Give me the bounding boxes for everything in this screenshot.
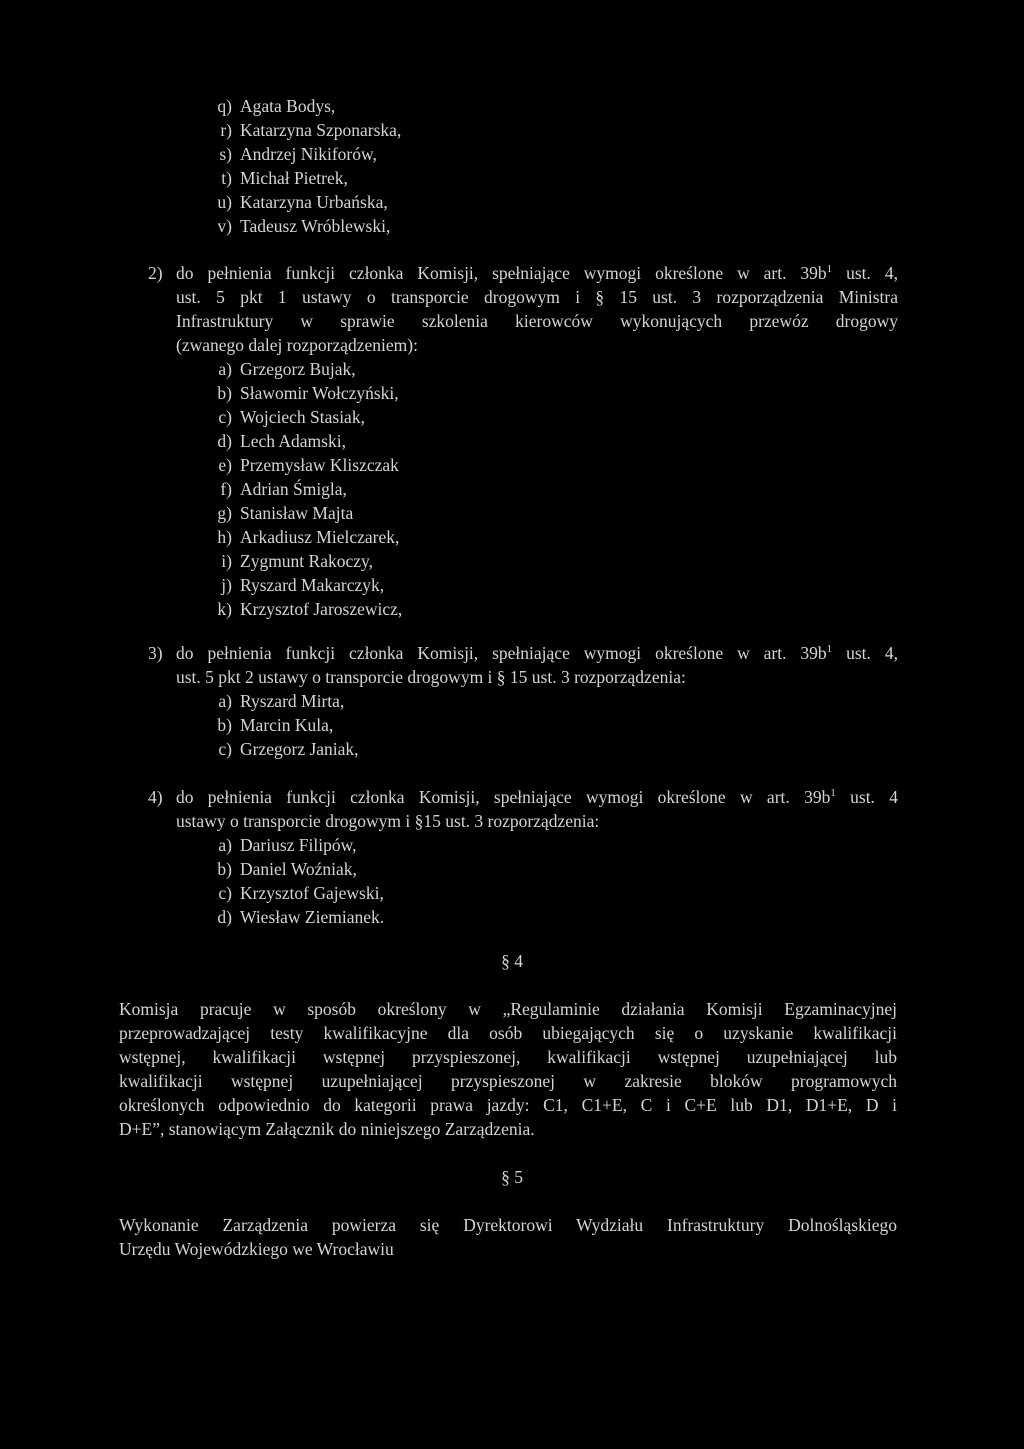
paragraph-line: przeprowadzającej testy kwalifikacyjne dla osób ubiegających się o uzyskanie kwalifikacji [119,1023,897,1043]
list-item-name: Arkadiusz Mielczarek, [240,527,400,547]
paragraph-line: Urzędu Wojewódzkiego we Wrocławiu [119,1239,394,1259]
item-text [176,641,898,689]
list-item-marker: d) [217,431,232,451]
list-item-name: Dariusz Filipów, [240,835,357,855]
list-item [206,94,401,118]
numbered-item-3 [148,641,898,689]
member-list-item-2 [206,357,402,621]
member-list-continued [206,94,401,238]
item-marker: 2) [148,263,163,283]
list-item-marker: a) [218,835,232,855]
list-item-name: Krzysztof Jaroszewicz, [240,599,403,619]
list-item-marker: s) [219,144,232,164]
numbered-item-2 [148,261,898,357]
list-item-name: Michał Pietrek, [240,168,348,188]
list-item-name: Ryszard Makarczyk, [240,575,385,595]
list-item-marker: j) [221,575,232,595]
list-item-name: Daniel Woźniak, [240,859,357,879]
list-item [206,357,402,381]
list-item [206,477,402,501]
list-item [206,166,401,190]
list-item-name: Zygmunt Rakoczy, [240,551,374,571]
list-item [206,833,384,857]
list-item [206,597,402,621]
list-item [206,190,401,214]
list-item-marker: r) [220,120,232,140]
list-item [206,881,384,905]
member-list-item-4 [206,833,384,929]
list-item [206,689,359,713]
list-item [206,142,401,166]
list-item-name: Wojciech Stasiak, [240,407,365,427]
paragraph-line: określonych odpowiednio do kategorii prawa jazdy: C1, C1+E, C i C+E lub D1, D1+E, D i [119,1095,897,1115]
list-item-marker: q) [217,96,232,116]
list-item [206,857,384,881]
list-item-marker: b) [217,383,232,403]
list-item-marker: d) [217,907,232,927]
list-item [206,549,402,573]
list-item-marker: t) [221,168,232,188]
list-item-marker: a) [218,359,232,379]
section-4-paragraph [119,997,897,1141]
item-line: do pełnienia funkcji członka Komisji, spełniające wymogi określone w art. $39b^1$ ust. 4, [176,263,898,283]
list-item [206,573,402,597]
numbered-item-4 [148,785,898,833]
section-5-paragraph [119,1213,897,1261]
item-line: ustawy o transporcie drogowym i §15 ust. 3 rozporządzenia: [176,811,600,831]
list-item-marker: a) [218,691,232,711]
paragraph-line: wstępnej, kwalifikacji wstępnej przyspieszonej, kwalifikacji wstępnej uzupełniającej lub [119,1047,897,1067]
item-text [176,261,898,357]
list-item [206,501,402,525]
item-line: (zwanego dalej rozporządzeniem): [176,335,418,355]
list-item-name: Grzegorz Janiak, [240,739,359,759]
list-item-marker: e) [218,455,232,475]
list-item-name: Wiesław Ziemianek. [240,907,385,927]
list-item-name: Sławomir Wołczyński, [240,383,399,403]
paragraph-line: Wykonanie Zarządzenia powierza się Dyrektorowi Wydziału Infrastruktury Dolnośląskiego [119,1215,897,1235]
list-item-marker: g) [217,503,232,523]
paragraph-line: kwalifikacji wstępnej uzupełniającej przyspieszonej w zakresie bloków programowych [119,1071,897,1091]
list-item-name: Katarzyna Urbańska, [240,192,388,212]
list-item-marker: c) [218,407,232,427]
paragraph-line: D+E”, stanowiącym Załącznik do niniejszego Zarządzenia. [119,1119,535,1139]
list-item-marker: h) [217,527,232,547]
item-marker: 4) [148,787,163,807]
list-item-name: Marcin Kula, [240,715,334,735]
section-heading-5: § 5 [501,1167,523,1187]
list-item-name: Ryszard Mirta, [240,691,345,711]
list-item-name: Stanisław Majta [240,503,354,523]
list-item [206,214,401,238]
list-item-name: Adrian Śmigla, [240,479,347,499]
list-item-marker: f) [220,479,232,499]
list-item-name: Grzegorz Bujak, [240,359,356,379]
list-item-marker: b) [217,859,232,879]
item-line: ust. 5 pkt 2 ustawy o transporcie drogowym i § 15 ust. 3 rozporządzenia: [176,667,686,687]
list-item-name: Krzysztof Gajewski, [240,883,384,903]
section-heading-4: § 4 [501,951,523,971]
list-item-marker: c) [218,739,232,759]
list-item-name: Przemysław Kliszczak [240,455,399,475]
list-item-marker: c) [218,883,232,903]
list-item-marker: b) [217,715,232,735]
paragraph-line: Komisja pracuje w sposób określony w „Regulaminie działania Komisji Egzaminacyjnej [119,999,897,1019]
list-item-marker: k) [217,599,232,619]
list-item-name: Agata Bodys, [240,96,336,116]
list-item [206,525,402,549]
list-item [206,905,384,929]
list-item [206,429,402,453]
list-item-name: Tadeusz Wróblewski, [240,216,391,236]
item-line: do pełnienia funkcji członka Komisji, spełniające wymogi określone w art. $39b^1$ ust. 4, [176,643,898,663]
item-line: ust. 5 pkt 1 ustawy o transporcie drogowym i § 15 ust. 3 rozporządzenia Ministra [176,287,898,307]
list-item [206,737,359,761]
list-item-marker: v) [217,216,232,236]
item-line: do pełnienia funkcji członka Komisji, spełniające wymogi określone w art. $39b^1$ ust. 4 [176,787,898,807]
list-item [206,118,401,142]
item-line: Infrastruktury w sprawie szkolenia kierowców wykonujących przewóz drogowy [176,311,898,331]
list-item-marker: u) [217,192,232,212]
member-list-item-3 [206,689,359,761]
list-item [206,713,359,737]
list-item-marker: i) [221,551,232,571]
list-item-name: Andrzej Nikiforów, [240,144,377,164]
item-text [176,785,898,833]
item-marker: 3) [148,643,163,663]
list-item-name: Lech Adamski, [240,431,346,451]
list-item [206,453,402,477]
list-item [206,381,402,405]
list-item-name: Katarzyna Szponarska, [240,120,402,140]
list-item [206,405,402,429]
